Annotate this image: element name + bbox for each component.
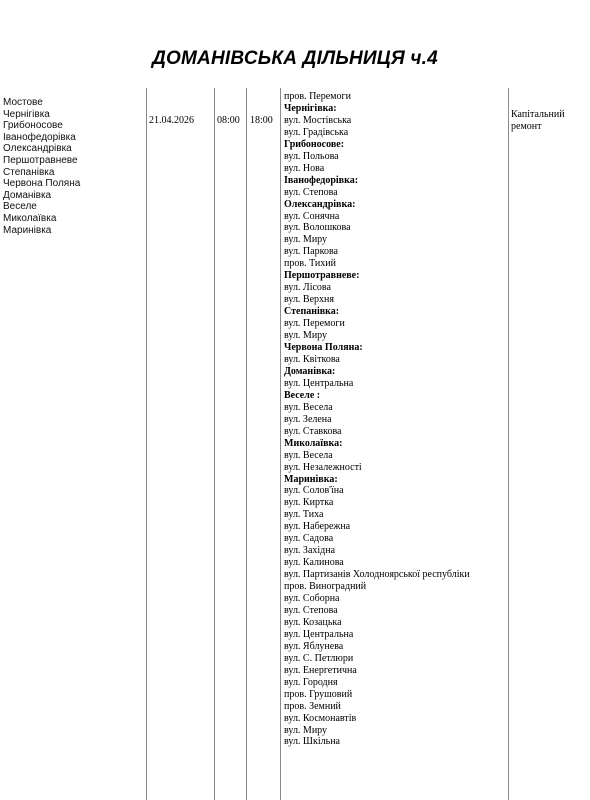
settlement-heading: Маринівка: — [284, 473, 338, 485]
street-item: вул. Перемоги — [284, 318, 345, 330]
column-divider — [508, 88, 509, 800]
street-item: вул. Калинова — [284, 557, 344, 569]
time-from: 08:00 — [217, 115, 240, 126]
street-item: вул. Степова — [284, 186, 338, 198]
street-item: вул. Західна — [284, 545, 336, 557]
street-item: пров. Виноградний — [284, 581, 367, 593]
outage-date: 21.04.2026 — [149, 115, 194, 126]
street-item: вул. Верхня — [284, 294, 334, 306]
street-item: вул. Шкільна — [284, 736, 340, 748]
street-item: пров. Грушовий — [284, 688, 353, 700]
street-item: вул. Польова — [284, 150, 339, 162]
work-type-line: ремонт — [511, 120, 542, 132]
village-item: Мостове — [3, 97, 43, 108]
street-item: пров. Перемоги — [284, 91, 351, 102]
street-item: вул. Миру — [284, 330, 328, 342]
village-item: Маринівка — [3, 224, 52, 236]
street-item: вул. Тиха — [284, 509, 324, 521]
village-item: Грибоносове — [3, 120, 63, 132]
settlement-heading: Степанівка: — [284, 306, 340, 318]
street-item: вул. Киртка — [284, 497, 334, 509]
street-item: вул. Козацька — [284, 616, 342, 628]
settlement-heading: Миколаївка: — [284, 437, 343, 449]
street-item: вул. Зелена — [284, 413, 332, 425]
village-item: Червона Поляна — [3, 178, 81, 190]
street-item: вул. Яблунева — [284, 640, 344, 652]
column-divider — [214, 88, 215, 800]
street-item: пров. Тихий — [284, 258, 336, 270]
street-item: вул. С. Петлюри — [284, 652, 354, 664]
street-item: вул. Соборна — [284, 593, 340, 605]
street-item: вул. Центральна — [284, 628, 354, 640]
street-item: вул. Весела — [284, 401, 333, 413]
street-item: вул. Партизанів Холодноярської республіки — [284, 569, 470, 581]
street-item: вул. Степова — [284, 604, 338, 616]
settlement-heading: Чернігівка: — [284, 102, 337, 114]
street-item: вул. Ставкова — [284, 425, 342, 437]
settlement-heading: Іванофедорівка: — [284, 174, 359, 186]
street-list — [284, 91, 470, 748]
settlement-heading: Доманівка: — [284, 365, 336, 377]
settlement-heading: Олександрівка: — [284, 198, 356, 210]
village-item: Степанівка — [3, 166, 55, 178]
street-item: вул. Солов'їна — [284, 485, 344, 497]
street-item: вул. Енергетична — [284, 664, 357, 676]
street-item: вул. Миру — [284, 724, 328, 736]
settlement-heading: Червона Поляна: — [284, 342, 363, 354]
village-item: Олександрівка — [3, 143, 72, 155]
street-item: вул. Волошкова — [284, 222, 351, 234]
page-title: ДОМАНІВСЬКА ДІЛЬНИЦЯ ч.4 — [152, 48, 438, 69]
street-item: вул. Сонячна — [284, 210, 340, 222]
street-item: вул. Миру — [284, 234, 328, 246]
street-item: вул. Набережна — [284, 521, 351, 533]
village-item: Іванофедорівка — [3, 131, 76, 143]
street-item: вул. Незалежності — [284, 461, 362, 473]
street-item: вул. Квіткова — [284, 353, 340, 365]
street-item: вул. Садова — [284, 533, 334, 545]
village-item: Доманівка — [3, 189, 52, 201]
village-item: Першотравневе — [3, 154, 78, 166]
street-item: вул. Весела — [284, 449, 333, 461]
street-item: вул. Паркова — [284, 246, 338, 258]
village-item: Миколаївка — [3, 212, 57, 224]
column-divider — [246, 88, 247, 800]
street-item: вул. Лісова — [284, 282, 331, 294]
settlement-heading: Першотравневе: — [284, 270, 360, 282]
street-item: вул. Градівська — [284, 126, 349, 138]
street-item: вул. Космонавтів — [284, 712, 357, 724]
street-item: вул. Нова — [284, 162, 325, 174]
settlement-heading: Грибоносове: — [284, 138, 345, 150]
column-divider — [280, 88, 281, 800]
settlement-heading: Веселе : — [284, 389, 321, 401]
street-item: вул. Центральна — [284, 377, 354, 389]
work-type — [511, 109, 565, 132]
time-to: 18:00 — [250, 115, 273, 126]
street-item: вул. Городня — [284, 676, 338, 688]
village-list — [3, 97, 80, 236]
street-item: вул. Мостівська — [284, 114, 352, 126]
village-item: Веселе — [3, 201, 37, 213]
village-item: Чернігівка — [3, 108, 50, 120]
work-type-line: Капітальний — [511, 109, 565, 120]
column-divider — [146, 88, 147, 800]
street-item: пров. Земний — [284, 700, 341, 712]
